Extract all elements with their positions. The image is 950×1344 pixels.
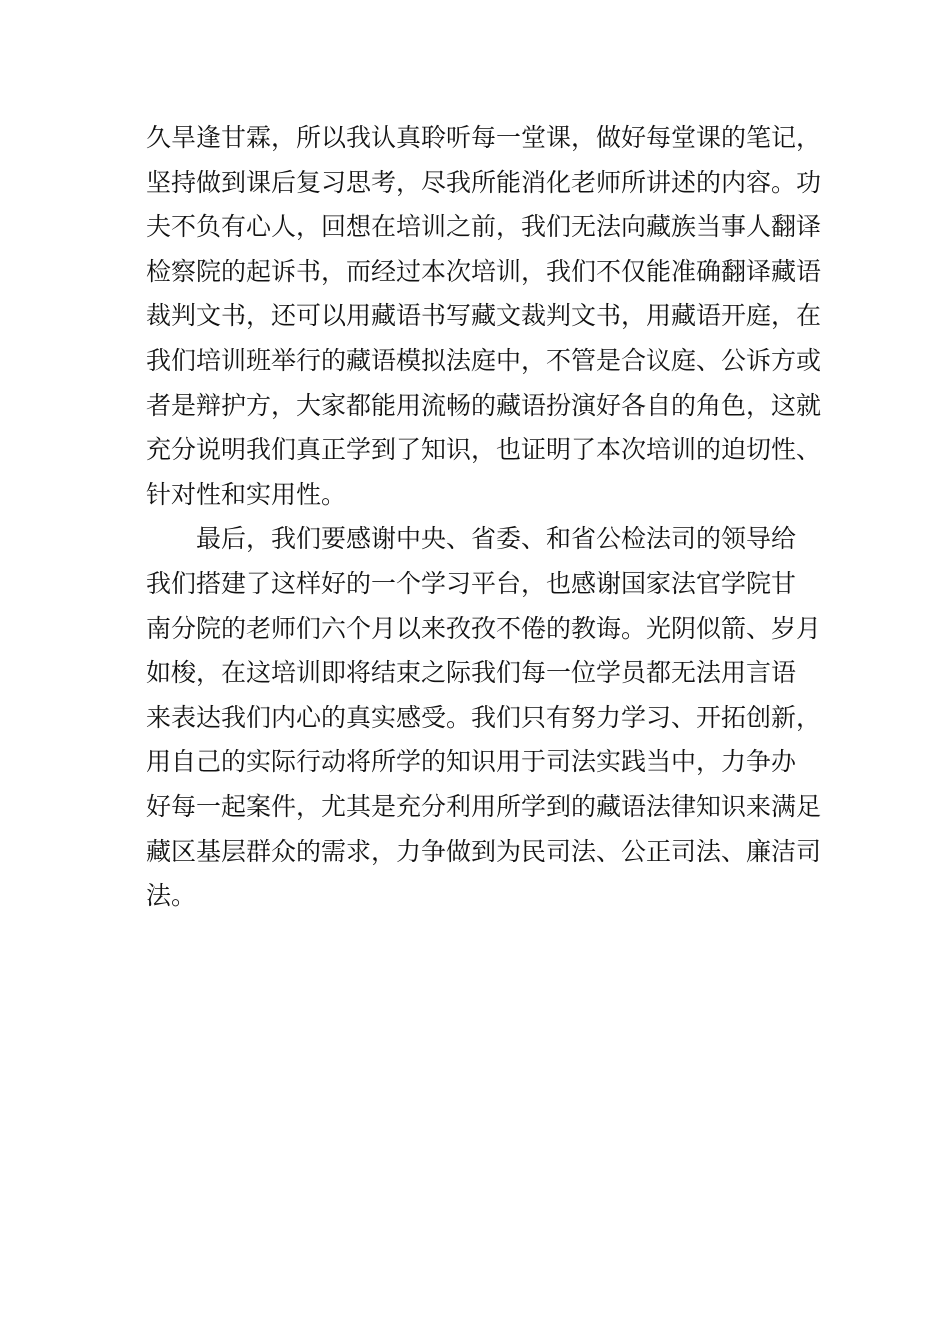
text-line: 我们搭建了这样好的一个学习平台，也感谢国家法官学院甘 <box>146 568 797 598</box>
text-line: 针对性和实用性。 <box>146 479 347 509</box>
body-text <box>146 116 826 919</box>
text-line: 我们培训班举行的藏语模拟法庭中，不管是合议庭、公诉方或 <box>146 345 822 375</box>
text-line: 法。 <box>146 881 197 911</box>
text-line: 检察院的起诉书，而经过本次培训，我们不仅能准确翻译藏语 <box>146 256 822 286</box>
paragraph-1 <box>146 116 826 517</box>
text-line: 好每一起案件，尤其是充分利用所学到的藏语法律知识来满足 <box>146 791 822 821</box>
text-line: 久旱逢甘霖，所以我认真聆听每一堂课，做好每堂课的笔记， <box>146 123 822 152</box>
text-line: 如梭，在这培训即将结束之际我们每一位学员都无法用言语 <box>146 658 797 688</box>
text-line: 裁判文书，还可以用藏语书写藏文裁判文书，用藏语开庭，在 <box>146 301 822 331</box>
text-line: 者是辩护方，大家都能用流畅的藏语扮演好各自的角色，这就 <box>146 390 822 420</box>
text-line: 藏区基层群众的需求，力争做到为民司法、公正司法、廉洁司 <box>146 836 822 866</box>
text-line: 充分说明我们真正学到了知识，也证明了本次培训的迫切性、 <box>146 435 822 465</box>
text-line: 用自己的实际行动将所学的知识用于司法实践当中，力争办 <box>146 747 797 777</box>
paragraph-2 <box>146 517 826 918</box>
text-line: 来表达我们内心的真实感受。我们只有努力学习、开拓创新， <box>146 702 822 732</box>
text-line: 坚持做到课后复习思考，尽我所能消化老师所讲述的内容。功 <box>146 167 822 197</box>
text-line: 夫不负有心人，回想在培训之前，我们无法向藏族当事人翻译 <box>146 212 822 242</box>
text-line: 南分院的老师们六个月以来孜孜不倦的教诲。光阴似箭、岁月 <box>146 613 822 643</box>
text-line: 最后，我们要感谢中央、省委、和省公检法司的领导给 <box>196 524 797 554</box>
